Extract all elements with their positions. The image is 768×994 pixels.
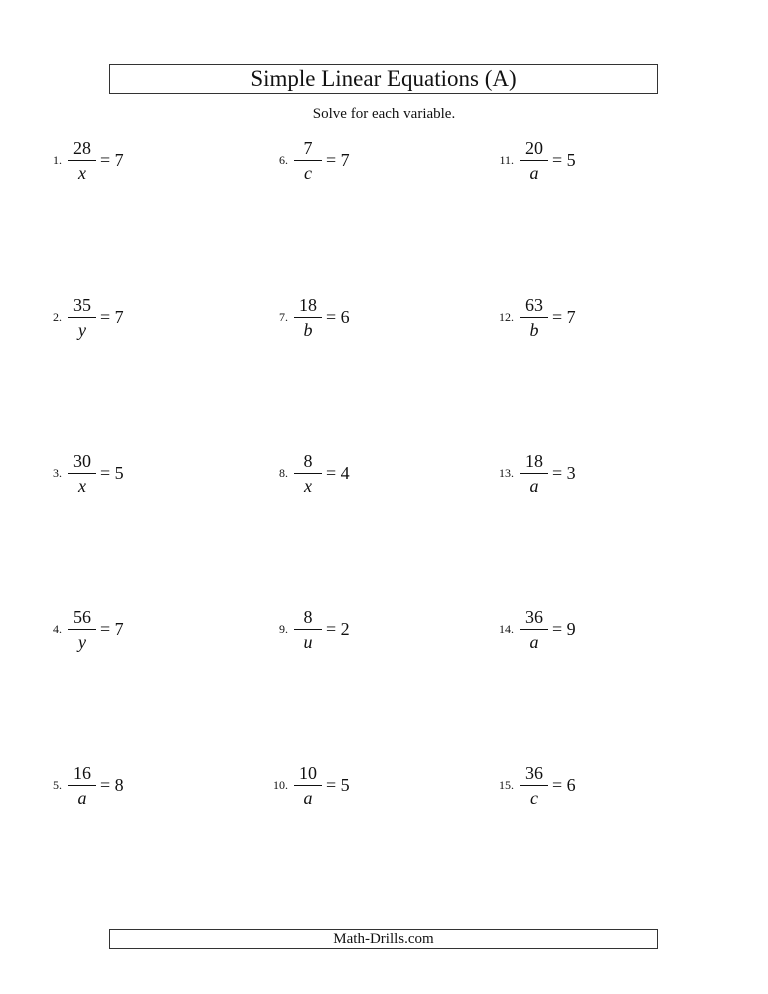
problem-item <box>264 130 350 190</box>
equals-sign: = <box>552 774 563 795</box>
equals-sign: = <box>552 149 563 170</box>
equation-rhs <box>326 307 350 328</box>
numerator: 7 <box>294 139 322 161</box>
equals-sign: = <box>552 306 563 327</box>
equals-sign: = <box>100 618 111 639</box>
problem-item <box>38 287 124 347</box>
problem-number: 3. <box>53 465 62 480</box>
fraction <box>520 764 548 807</box>
result-value: 5 <box>566 149 576 170</box>
variable: a <box>303 787 313 808</box>
equation-rhs <box>326 150 350 171</box>
fraction <box>68 764 96 807</box>
numerator: 56 <box>68 608 96 630</box>
problem-item <box>264 755 350 815</box>
result-value: 5 <box>340 774 350 795</box>
variable: c <box>304 162 312 183</box>
equals-sign: = <box>552 462 563 483</box>
numerator: 36 <box>520 764 548 786</box>
fraction <box>520 139 548 182</box>
equals-sign: = <box>326 618 337 639</box>
problem-number: 14. <box>499 621 514 636</box>
variable: b <box>529 319 539 340</box>
problem-item <box>490 443 576 503</box>
equals-sign: = <box>100 774 111 795</box>
variable: y <box>78 319 86 340</box>
worksheet-title <box>109 64 658 94</box>
equation-rhs <box>326 775 350 796</box>
numerator: 18 <box>294 296 322 318</box>
fraction <box>294 452 322 495</box>
numerator: 8 <box>294 452 322 474</box>
equals-sign: = <box>100 306 111 327</box>
equals-sign: = <box>326 306 337 327</box>
variable: u <box>303 631 313 652</box>
fraction <box>294 296 322 339</box>
equals-sign: = <box>552 618 563 639</box>
equation-rhs <box>552 463 576 484</box>
problem-item <box>264 287 350 347</box>
numerator: 35 <box>68 296 96 318</box>
result-value: 9 <box>566 618 576 639</box>
fraction <box>68 452 96 495</box>
problem-number: 15. <box>499 777 514 792</box>
result-value: 5 <box>114 462 124 483</box>
variable: c <box>530 787 538 808</box>
equation-rhs <box>326 463 350 484</box>
problem-item <box>38 130 124 190</box>
problem-number: 6. <box>279 152 288 167</box>
numerator: 8 <box>294 608 322 630</box>
fraction <box>68 608 96 651</box>
fraction <box>520 608 548 651</box>
problem-item <box>264 599 350 659</box>
problem-item <box>38 443 124 503</box>
problem-number: 4. <box>53 621 62 636</box>
result-value: 4 <box>340 462 350 483</box>
numerator: 63 <box>520 296 548 318</box>
variable: a <box>77 787 87 808</box>
variable: x <box>78 162 86 183</box>
equation-rhs <box>100 307 124 328</box>
numerator: 30 <box>68 452 96 474</box>
numerator: 10 <box>294 764 322 786</box>
fraction <box>294 608 322 651</box>
fraction <box>68 296 96 339</box>
numerator: 20 <box>520 139 548 161</box>
footer <box>109 929 658 949</box>
equation-rhs <box>100 463 124 484</box>
problem-number: 7. <box>279 309 288 324</box>
equals-sign: = <box>100 149 111 170</box>
variable: a <box>529 162 539 183</box>
result-value: 7 <box>114 149 124 170</box>
problem-number: 11. <box>499 152 514 167</box>
problem-item <box>38 599 124 659</box>
equation-rhs <box>552 775 576 796</box>
problem-item <box>490 599 576 659</box>
result-value: 7 <box>566 306 576 327</box>
problem-item <box>490 130 576 190</box>
result-value: 2 <box>340 618 350 639</box>
variable: a <box>529 631 539 652</box>
numerator: 36 <box>520 608 548 630</box>
problem-item <box>38 755 124 815</box>
result-value: 7 <box>340 149 350 170</box>
result-value: 7 <box>114 618 124 639</box>
problem-item <box>490 755 576 815</box>
problem-number: 9. <box>279 621 288 636</box>
problem-number: 12. <box>499 309 514 324</box>
problem-number: 13. <box>499 465 514 480</box>
problem-number: 8. <box>279 465 288 480</box>
result-value: 3 <box>566 462 576 483</box>
fraction <box>68 139 96 182</box>
result-value: 6 <box>340 306 350 327</box>
numerator: 18 <box>520 452 548 474</box>
result-value: 8 <box>114 774 124 795</box>
equation-rhs <box>326 619 350 640</box>
variable: a <box>529 475 539 496</box>
variable: x <box>304 475 312 496</box>
equation-rhs <box>552 150 576 171</box>
numerator: 28 <box>68 139 96 161</box>
equation-rhs <box>552 619 576 640</box>
problem-number: 5. <box>53 777 62 792</box>
problem-item <box>490 287 576 347</box>
problem-number: 2. <box>53 309 62 324</box>
variable: b <box>303 319 313 340</box>
instructions: Solve for each variable. <box>312 106 456 122</box>
equation-rhs <box>552 307 576 328</box>
equation-rhs <box>100 619 124 640</box>
equals-sign: = <box>326 462 337 483</box>
equals-sign: = <box>326 149 337 170</box>
result-value: 7 <box>114 306 124 327</box>
fraction <box>294 764 322 807</box>
equation-rhs <box>100 775 124 796</box>
variable: x <box>78 475 86 496</box>
numerator: 16 <box>68 764 96 786</box>
fraction <box>520 452 548 495</box>
problem-number: 10. <box>273 777 288 792</box>
title-text: Simple Linear Equations (A) <box>250 66 517 91</box>
equation-rhs <box>100 150 124 171</box>
equals-sign: = <box>100 462 111 483</box>
variable: y <box>78 631 86 652</box>
fraction <box>294 139 322 182</box>
problem-number: 1. <box>53 152 62 167</box>
equals-sign: = <box>326 774 337 795</box>
result-value: 6 <box>566 774 576 795</box>
fraction <box>520 296 548 339</box>
problem-item <box>264 443 350 503</box>
footer-text: Math-Drills.com <box>333 930 434 947</box>
